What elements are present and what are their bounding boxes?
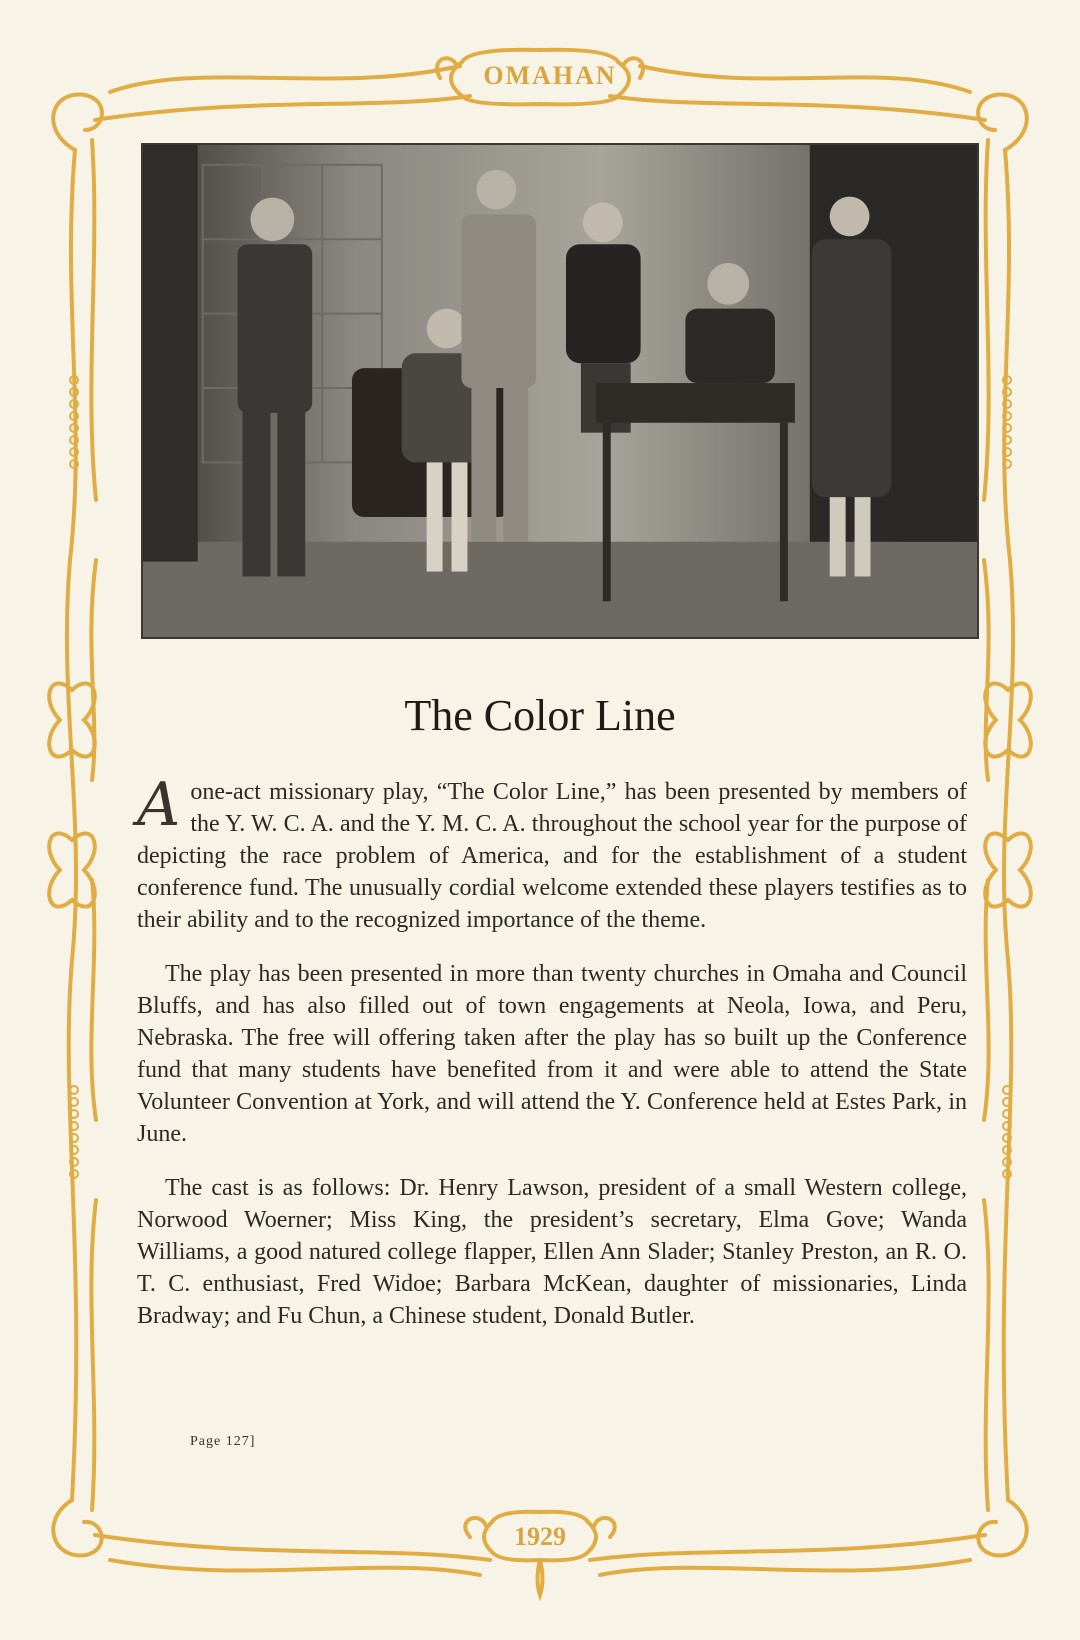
yearbook-title: OMAHAN bbox=[483, 61, 617, 90]
drop-cap: A bbox=[137, 770, 181, 840]
year-label: 1929 bbox=[514, 1522, 566, 1551]
cast-photograph bbox=[141, 143, 979, 639]
stage-cast-photo-icon bbox=[143, 145, 977, 637]
page-number: Page 127] bbox=[190, 1434, 256, 1449]
paragraph-intro: Aone-act missionary play, “The Color Line,” has been presented by members of the Y. W. C. A. and the Y. M. C. A. throughout the school year for the purpose of depicting the race problem of America, and for the establishment of a student conference fund. The unusually cordial welcome extended these players testifies as to their ability and to the recognized importance of the theme. bbox=[137, 770, 967, 933]
article-title: The Color Line bbox=[404, 691, 676, 740]
paragraph-engagements: The play has been presented in more than twenty churches in Omaha and Council Bluffs, and has also filled out of town engagements at Neola, Iowa, and Peru, Nebraska. The free will offering taken after the play has so built up the Conference fund that many students have benefited from it and were able to attend the State Volunteer Convention at York, and will attend the Y. Conference held at Estes Park, in June. bbox=[137, 961, 967, 1147]
article-body bbox=[137, 770, 967, 1354]
paragraph-cast: The cast is as follows: Dr. Henry Lawson, president of a small Western college, Norwood Woerner; Miss King, the president’s secretary, Elma Gove; Wanda Williams, a good natured college flapper, Ellen Ann Slader; Stanley Preston, an R. O. T. C. enthusiast, Fred Widoe; Barbara McKean, daughter of missionaries, Linda Bradway; and Fu Chun, a Chinese student, Donald Butler. bbox=[137, 1175, 967, 1329]
